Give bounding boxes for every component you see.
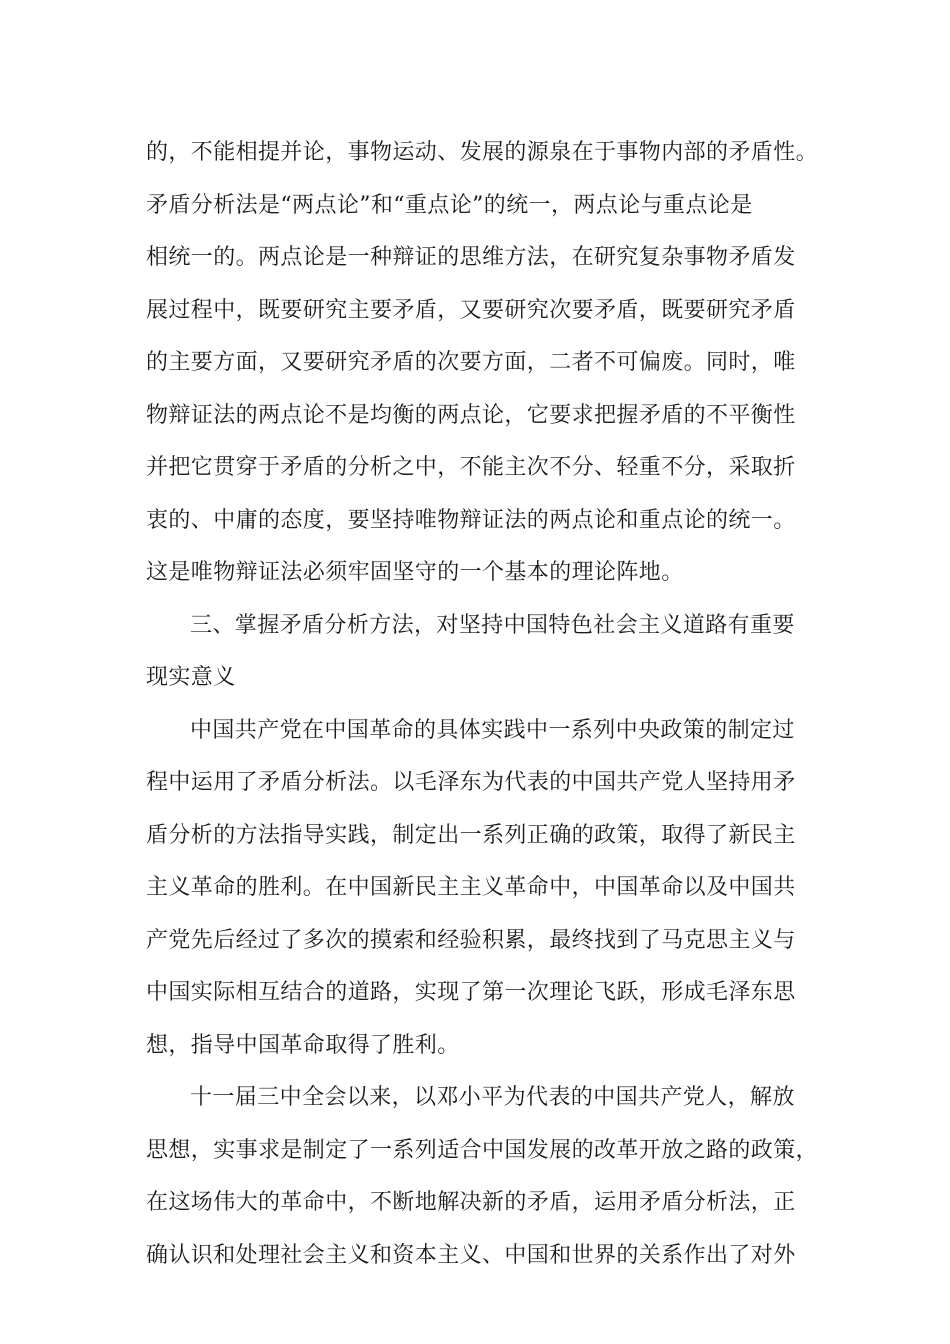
- text-line: 思想，实事求是制定了一系列适合中国发展的改革开放之路的政策，: [146, 1137, 819, 1163]
- paragraph-start: 十一届三中全会以来，以邓小平为代表的中国共产党人，解放: [190, 1085, 795, 1110]
- paragraph-start: 中国共产党在中国革命的具体实践中一系列中央政策的制定过: [190, 717, 795, 743]
- text-line: 的，不能相提并论，事物运动、发展的源泉在于事物内部的矛盾性。: [146, 140, 819, 165]
- body-text: [146, 127, 819, 1282]
- text-line: 相统一的。两点论是一种辩证的思维方法，在研究复杂事物矛盾发: [146, 245, 796, 270]
- text-line: 在这场伟大的革命中，不断地解决新的矛盾，运用矛盾分析法，正: [146, 1190, 796, 1215]
- text-line: 主义革命的胜利。在中国新民主主义革命中，中国革命以及中国共: [146, 875, 796, 900]
- text-line: 想，指导中国革命取得了胜利。: [146, 1032, 460, 1058]
- section-heading-continuation: 现实意义: [146, 665, 236, 690]
- text-line: 中国实际相互结合的道路，实现了第一次理论飞跃，形成毛泽东思: [146, 980, 796, 1005]
- text-line: 物辩证法的两点论不是均衡的两点论，它要求把握矛盾的不平衡性: [146, 402, 796, 428]
- text-line: 盾分析的方法指导实践，制定出一系列正确的政策，取得了新民主: [146, 822, 796, 848]
- text-line: 展过程中，既要研究主要矛盾，又要研究次要矛盾，既要研究矛盾: [146, 297, 796, 323]
- text-line: 程中运用了矛盾分析法。以毛泽东为代表的中国共产党人坚持用矛: [146, 770, 796, 795]
- text-line: 衷的、中庸的态度，要坚持唯物辩证法的两点论和重点论的统一。: [146, 507, 796, 533]
- text-line: 确认识和处理社会主义和资本主义、中国和世界的关系作出了对外: [146, 1242, 796, 1268]
- text-line: 的主要方面，又要研究矛盾的次要方面，二者不可偏废。同时，唯: [146, 350, 796, 375]
- text-line: 这是唯物辩证法必须牢固坚守的一个基本的理论阵地。: [146, 560, 684, 585]
- text-line: 产党先后经过了多次的摸索和经验积累，最终找到了马克思主义与: [146, 927, 796, 953]
- text-line: 矛盾分析法是“两点论”和“重点论”的统一，两点论与重点论是: [146, 192, 753, 218]
- text-line: 并把它贯穿于矛盾的分析之中，不能主次不分、轻重不分，采取折: [146, 455, 796, 480]
- section-heading: 三、掌握矛盾分析方法，对坚持中国特色社会主义道路有重要: [190, 612, 795, 638]
